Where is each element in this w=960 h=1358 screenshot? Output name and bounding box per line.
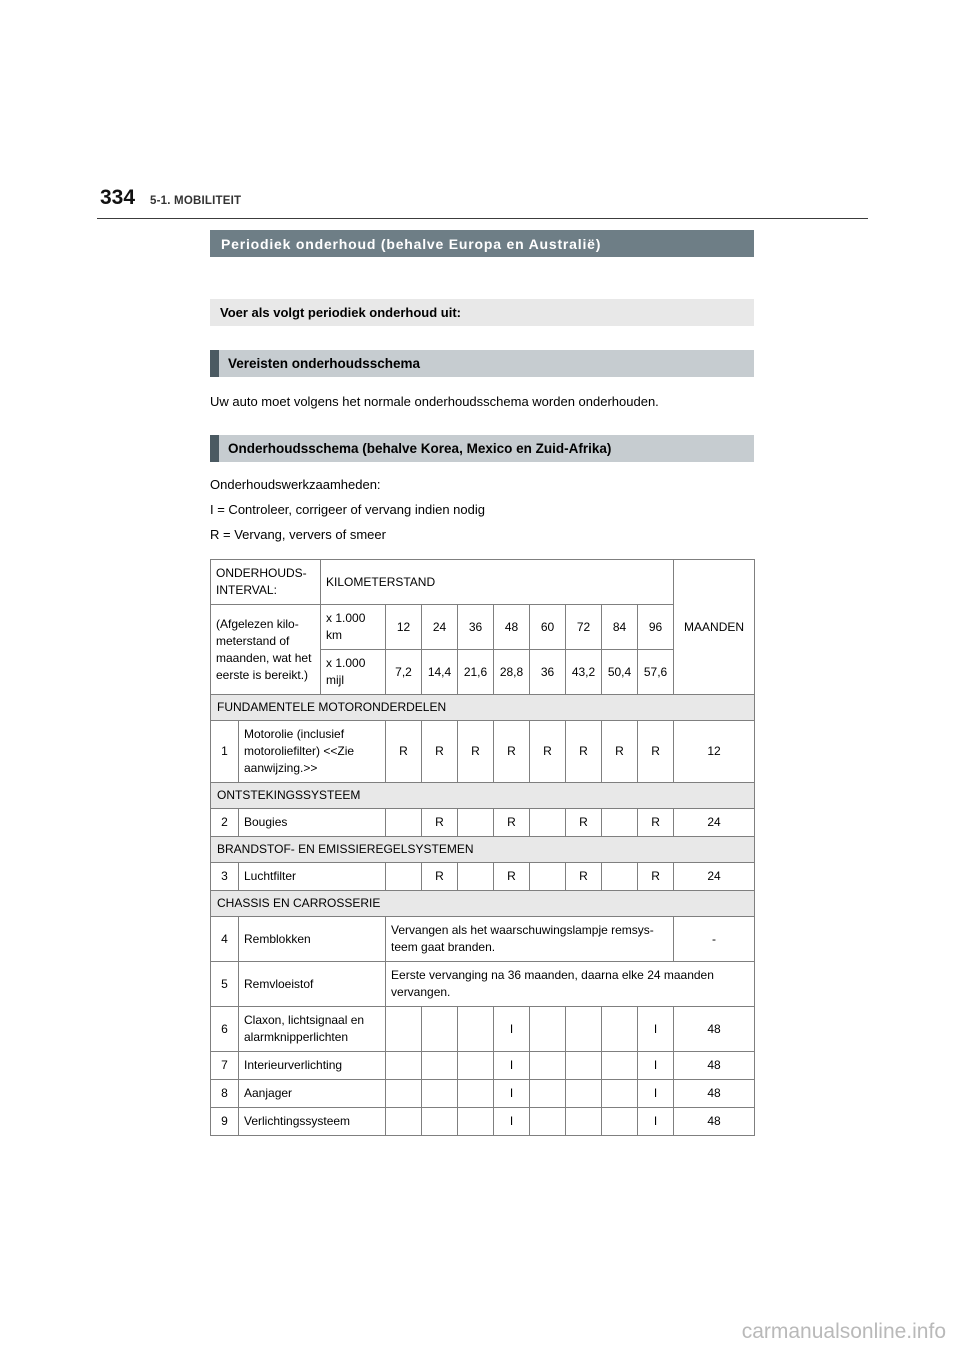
row-months: 48 xyxy=(674,1080,755,1108)
section-accent-block xyxy=(210,350,219,377)
km-unit: x 1.000 km xyxy=(321,605,386,650)
km-value: 36 xyxy=(458,605,494,650)
legend-replace: R = Vervang, ververs of smeer xyxy=(210,527,386,542)
schedule-cell xyxy=(386,809,422,837)
row-number: 3 xyxy=(211,863,239,891)
row-number: 7 xyxy=(211,1052,239,1080)
table-row xyxy=(211,917,755,962)
schedule-cell xyxy=(422,1108,458,1136)
row-number: 2 xyxy=(211,809,239,837)
schedule-cell xyxy=(422,1007,458,1052)
schedule-cell: R xyxy=(638,809,674,837)
section-heading-label: Vereisten onderhoudsschema xyxy=(228,356,421,371)
table-row xyxy=(211,1108,755,1136)
kilometerstand-header: KILOMETERSTAND xyxy=(321,560,674,605)
row-number: 5 xyxy=(211,962,239,1007)
schedule-cell: R xyxy=(566,809,602,837)
km-value: 60 xyxy=(530,605,566,650)
mijl-value: 50,4 xyxy=(602,650,638,695)
row-label: Interieurverlichting xyxy=(239,1052,386,1080)
schedule-cell: R xyxy=(602,721,638,783)
schedule-cell: R xyxy=(566,721,602,783)
mijl-value: 36 xyxy=(530,650,566,695)
maintenance-schedule-table xyxy=(210,559,755,1136)
schedule-cell xyxy=(386,1080,422,1108)
table-section-row xyxy=(211,891,755,917)
row-number: 6 xyxy=(211,1007,239,1052)
mijl-value: 14,4 xyxy=(422,650,458,695)
section-title: FUNDAMENTELE MOTORONDERDELEN xyxy=(211,695,755,721)
schedule-cell xyxy=(458,1108,494,1136)
km-value: 96 xyxy=(638,605,674,650)
table-header-row-1 xyxy=(211,560,755,605)
schedule-cell: R xyxy=(566,863,602,891)
row-note: Eerste vervanging na 36 maanden, daarna elke 24 maanden vervangen. xyxy=(386,962,755,1007)
schedule-cell xyxy=(566,1108,602,1136)
schedule-cell xyxy=(458,863,494,891)
row-label: Verlichtingssysteem xyxy=(239,1108,386,1136)
row-label: Motorolie (inclusief motoroliefilter) <<Zie aanwijzing.>> xyxy=(239,721,386,783)
schedule-cell: I xyxy=(494,1108,530,1136)
schedule-cell: R xyxy=(458,721,494,783)
table-row xyxy=(211,1052,755,1080)
section-heading-schedule xyxy=(210,435,754,462)
km-value: 84 xyxy=(602,605,638,650)
schedule-cell xyxy=(530,1080,566,1108)
mijl-value: 28,8 xyxy=(494,650,530,695)
interval-header: ONDERHOUDS-INTERVAL: xyxy=(211,560,321,605)
schedule-cell xyxy=(530,863,566,891)
schedule-cell xyxy=(602,1052,638,1080)
schedule-cell: R xyxy=(530,721,566,783)
interval-note: (Afgelezen kilo-meterstand of maanden, wat het eerste is bereikt.) xyxy=(211,605,321,695)
row-months: 48 xyxy=(674,1052,755,1080)
schedule-cell xyxy=(386,863,422,891)
schedule-cell xyxy=(458,1052,494,1080)
schedule-cell: R xyxy=(494,809,530,837)
row-months: 24 xyxy=(674,863,755,891)
schedule-cell: I xyxy=(638,1052,674,1080)
schedule-cell xyxy=(530,1052,566,1080)
schedule-cell xyxy=(422,1080,458,1108)
row-number: 9 xyxy=(211,1108,239,1136)
km-value: 24 xyxy=(422,605,458,650)
schedule-cell xyxy=(458,1007,494,1052)
table-header-row-2 xyxy=(211,605,755,650)
row-months: 24 xyxy=(674,809,755,837)
row-label: Bougies xyxy=(239,809,386,837)
table-section-row xyxy=(211,783,755,809)
mijl-unit: x 1.000 mijl xyxy=(321,650,386,695)
table-section-row xyxy=(211,695,755,721)
schedule-cell xyxy=(566,1007,602,1052)
legend-inspect: I = Controleer, corrigeer of vervang indien nodig xyxy=(210,502,485,517)
row-label: Luchtfilter xyxy=(239,863,386,891)
schedule-cell xyxy=(386,1108,422,1136)
schedule-cell: I xyxy=(494,1052,530,1080)
chapter-label: 5-1. MOBILITEIT xyxy=(150,195,242,207)
section-heading-label: Onderhoudsschema (behalve Korea, Mexico en Zuid-Afrika) xyxy=(228,441,612,456)
requirements-text: Uw auto moet volgens het normale onderhoudsschema worden onderhouden. xyxy=(210,394,659,409)
schedule-cell xyxy=(602,809,638,837)
table-section-row xyxy=(211,837,755,863)
schedule-cell: I xyxy=(638,1108,674,1136)
km-value: 48 xyxy=(494,605,530,650)
schedule-cell xyxy=(602,863,638,891)
mijl-value: 7,2 xyxy=(386,650,422,695)
row-label: Remblokken xyxy=(239,917,386,962)
km-value: 72 xyxy=(566,605,602,650)
table-row xyxy=(211,863,755,891)
page-header xyxy=(100,186,241,210)
schedule-cell xyxy=(530,1108,566,1136)
section-title: CHASSIS EN CARROSSERIE xyxy=(211,891,755,917)
section-heading-requirements xyxy=(210,350,754,377)
row-note: Vervangen als het waarschuwingslampje remsys-teem gaat branden. xyxy=(386,917,674,962)
km-value: 12 xyxy=(386,605,422,650)
mijl-value: 57,6 xyxy=(638,650,674,695)
row-label: Claxon, lichtsignaal en alarmknipperlichten xyxy=(239,1007,386,1052)
schedule-cell xyxy=(602,1108,638,1136)
schedule-cell xyxy=(386,1052,422,1080)
header-divider xyxy=(97,218,868,219)
table-row xyxy=(211,1007,755,1052)
schedule-cell: R xyxy=(422,863,458,891)
table-row xyxy=(211,962,755,1007)
schedule-cell: R xyxy=(494,721,530,783)
schedule-cell xyxy=(422,1052,458,1080)
schedule-cell xyxy=(602,1080,638,1108)
row-months: 48 xyxy=(674,1007,755,1052)
schedule-cell: R xyxy=(638,721,674,783)
table-row xyxy=(211,1080,755,1108)
schedule-cell xyxy=(566,1052,602,1080)
row-months: 48 xyxy=(674,1108,755,1136)
section-accent-block xyxy=(210,435,219,462)
instruction-text: Voer als volgt periodiek onderhoud uit: xyxy=(220,305,462,320)
schedule-cell: R xyxy=(422,809,458,837)
schedule-cell: R xyxy=(638,863,674,891)
schedule-cell xyxy=(458,809,494,837)
row-months: 12 xyxy=(674,721,755,783)
page-number: 334 xyxy=(100,186,136,209)
maanden-header: MAANDEN xyxy=(674,560,755,695)
schedule-cell xyxy=(530,1007,566,1052)
schedule-cell: I xyxy=(638,1007,674,1052)
main-title: Periodiek onderhoud (behalve Europa en Australië) xyxy=(221,235,602,252)
instruction-bar xyxy=(210,299,754,326)
schedule-cell xyxy=(458,1080,494,1108)
mijl-value: 21,6 xyxy=(458,650,494,695)
schedule-cell xyxy=(602,1007,638,1052)
mijl-value: 43,2 xyxy=(566,650,602,695)
section-title: ONTSTEKINGSSYSTEEM xyxy=(211,783,755,809)
row-number: 4 xyxy=(211,917,239,962)
schedule-cell xyxy=(566,1080,602,1108)
tasks-intro: Onderhoudswerkzaamheden: xyxy=(210,477,381,492)
row-number: 1 xyxy=(211,721,239,783)
row-number: 8 xyxy=(211,1080,239,1108)
schedule-cell: R xyxy=(386,721,422,783)
main-title-banner xyxy=(210,230,754,257)
schedule-cell xyxy=(386,1007,422,1052)
section-title: BRANDSTOF- EN EMISSIEREGELSYSTEMEN xyxy=(211,837,755,863)
schedule-cell: I xyxy=(638,1080,674,1108)
row-label: Remvloeistof xyxy=(239,962,386,1007)
table-row xyxy=(211,809,755,837)
row-label: Aanjager xyxy=(239,1080,386,1108)
schedule-cell: I xyxy=(494,1007,530,1052)
table-row xyxy=(211,721,755,783)
schedule-cell xyxy=(530,809,566,837)
schedule-cell: R xyxy=(422,721,458,783)
page-content xyxy=(210,230,754,1136)
schedule-cell: I xyxy=(494,1080,530,1108)
schedule-cell: R xyxy=(494,863,530,891)
watermark: carmanualsonline.info xyxy=(741,1320,946,1343)
row-months: - xyxy=(674,917,755,962)
